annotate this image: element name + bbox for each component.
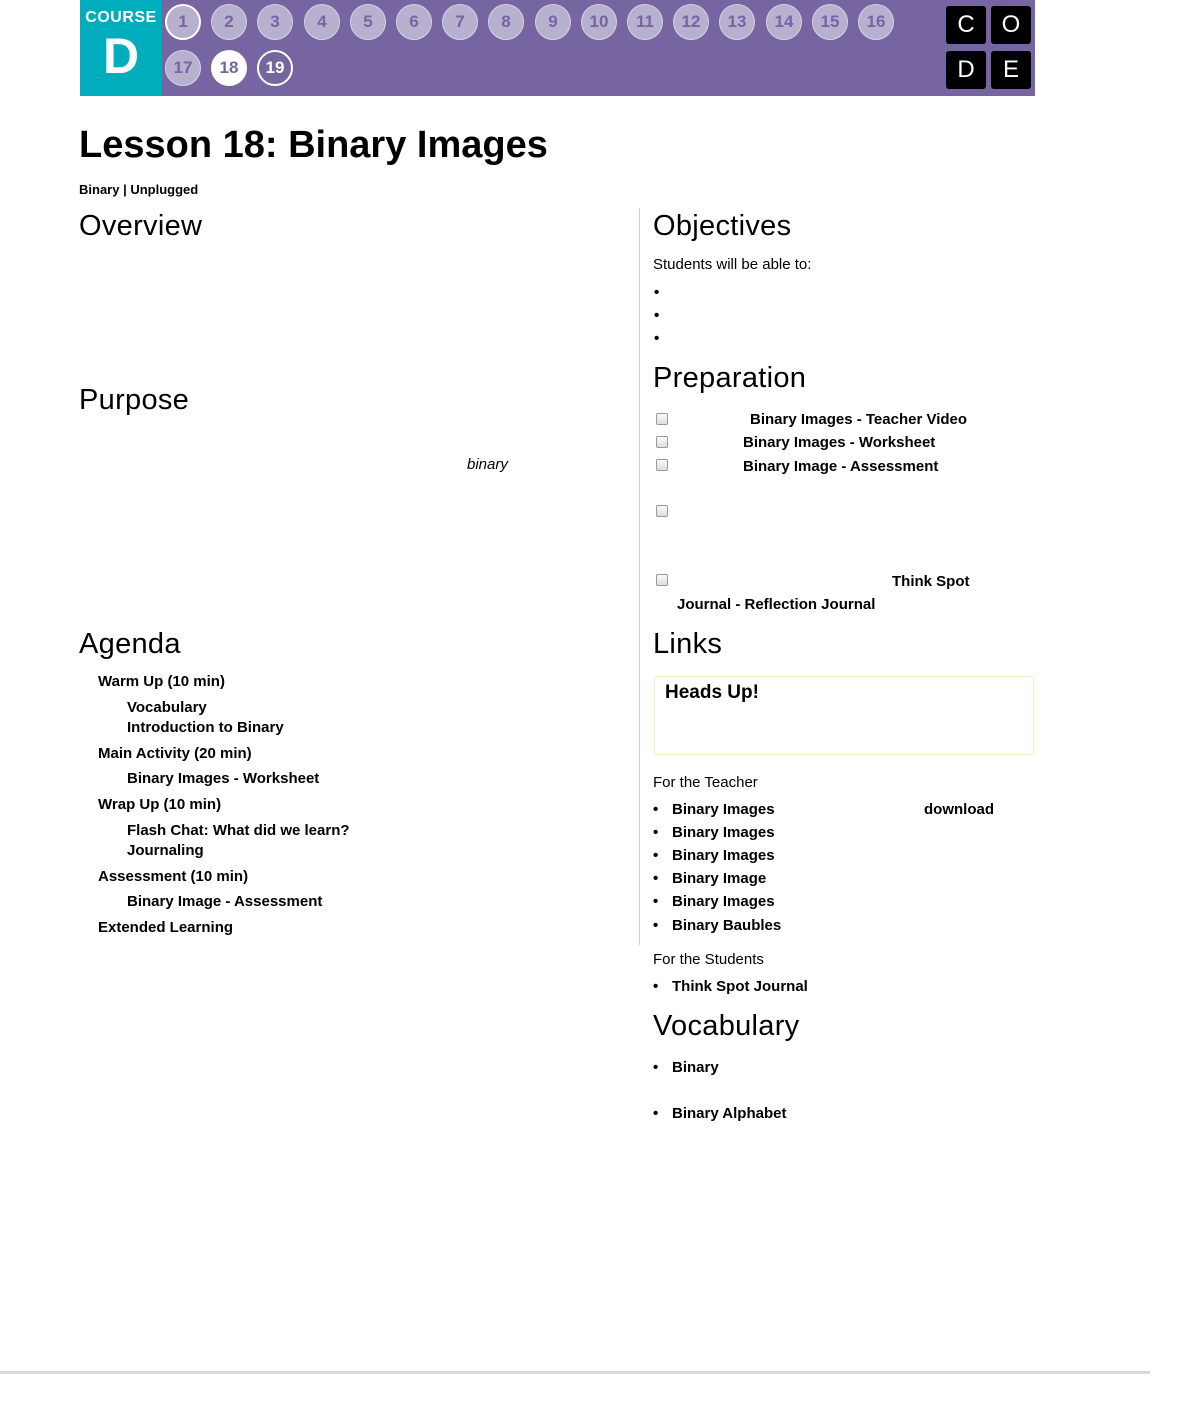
teacher-link[interactable]: • Binary Images xyxy=(672,893,775,910)
agenda-journaling-link[interactable]: Journaling xyxy=(127,842,204,859)
logo-letter-c: C xyxy=(946,6,986,44)
download-link[interactable]: download xyxy=(924,801,994,818)
lesson-12-link[interactable]: 12 xyxy=(673,4,709,40)
logo-letter-o: O xyxy=(991,6,1031,44)
agenda-intro-binary-link[interactable]: Introduction to Binary xyxy=(127,719,284,736)
teacher-link[interactable]: • Binary Images xyxy=(672,824,775,841)
objective-bullet: • xyxy=(654,284,660,301)
lesson-15-link[interactable]: 15 xyxy=(812,4,848,40)
prep-checkbox[interactable] xyxy=(656,574,668,586)
footer-divider xyxy=(0,1371,1150,1374)
student-link[interactable]: • Think Spot Journal xyxy=(672,978,808,995)
course-word: COURSE xyxy=(85,9,157,26)
lesson-2-link[interactable]: 2 xyxy=(211,4,247,40)
objectives-heading: Objectives xyxy=(653,210,792,242)
lesson-14-link[interactable]: 14 xyxy=(766,4,802,40)
agenda-flash-chat-link[interactable]: Flash Chat: What did we learn? xyxy=(127,822,350,839)
preparation-heading: Preparation xyxy=(653,362,807,394)
lesson-18-link[interactable]: 18 xyxy=(211,50,247,86)
for-students-label: For the Students xyxy=(653,951,764,968)
purpose-italic-word: binary xyxy=(467,456,508,473)
agenda-worksheet-link[interactable]: Binary Images - Worksheet xyxy=(127,770,320,787)
agenda-binary-assessment-link[interactable]: Binary Image - Assessment xyxy=(127,893,323,910)
objectives-intro: Students will be able to: xyxy=(653,256,812,273)
prep-checkbox[interactable] xyxy=(656,505,668,517)
agenda-assessment-link[interactable]: Assessment (10 min) xyxy=(98,868,249,885)
teacher-link[interactable]: • Binary Image xyxy=(672,870,766,887)
lesson-11-link[interactable]: 11 xyxy=(627,4,663,40)
teacher-link[interactable]: • Binary Images xyxy=(672,847,775,864)
objective-bullet: • xyxy=(654,307,660,324)
lesson-10-link[interactable]: 10 xyxy=(581,4,617,40)
lesson-5-link[interactable]: 5 xyxy=(350,4,386,40)
lesson-6-link[interactable]: 6 xyxy=(396,4,432,40)
prep-assessment-link[interactable]: Binary Image - Assessment xyxy=(743,458,939,475)
agenda-heading: Agenda xyxy=(79,628,181,660)
heads-up-title: Heads Up! xyxy=(665,682,759,703)
lesson-19-link[interactable]: 19 xyxy=(257,50,293,86)
lesson-3-link[interactable]: 3 xyxy=(257,4,293,40)
overview-heading: Overview xyxy=(79,210,203,242)
lesson-13-link[interactable]: 13 xyxy=(719,4,755,40)
links-heading: Links xyxy=(653,628,723,660)
prep-teacher-video-link[interactable]: Binary Images - Teacher Video xyxy=(750,411,968,428)
prep-checkbox[interactable] xyxy=(656,413,668,425)
prep-think-spot-link[interactable]: Think Spot xyxy=(892,573,970,590)
lesson-8-link[interactable]: 8 xyxy=(488,4,524,40)
agenda-extended-learning-link[interactable]: Extended Learning xyxy=(98,919,234,936)
course-letter: D xyxy=(102,28,140,84)
for-teacher-label: For the Teacher xyxy=(653,774,758,791)
vocabulary-term: • Binary xyxy=(672,1059,719,1076)
page-title: Lesson 18: Binary Images xyxy=(79,124,548,166)
agenda-vocabulary-link[interactable]: Vocabulary xyxy=(127,699,207,716)
lesson-4-link[interactable]: 4 xyxy=(304,4,340,40)
column-divider xyxy=(639,208,640,945)
course-badge xyxy=(80,0,162,96)
lesson-7-link[interactable]: 7 xyxy=(442,4,478,40)
code-logo xyxy=(946,6,1032,90)
lesson-17-link[interactable]: 17 xyxy=(165,50,201,86)
teacher-link[interactable]: • Binary Images xyxy=(672,801,775,818)
prep-checkbox[interactable] xyxy=(656,436,668,448)
course-header xyxy=(80,0,1035,96)
agenda-main-activity-link[interactable]: Main Activity (20 min) xyxy=(98,745,252,762)
prep-checkbox[interactable] xyxy=(656,459,668,471)
agenda-warm-up-link[interactable]: Warm Up (10 min) xyxy=(98,673,225,690)
objective-bullet: • xyxy=(654,330,660,347)
vocabulary-heading: Vocabulary xyxy=(653,1010,800,1042)
heads-up-box xyxy=(654,676,1034,755)
lesson-9-link[interactable]: 9 xyxy=(535,4,571,40)
logo-letter-e: E xyxy=(991,51,1031,89)
agenda-wrap-up-link[interactable]: Wrap Up (10 min) xyxy=(98,796,222,813)
lesson-tags: Binary | Unplugged xyxy=(79,182,199,197)
lesson-1-link[interactable]: 1 xyxy=(165,4,201,40)
vocabulary-term: • Binary Alphabet xyxy=(672,1105,786,1122)
logo-letter-d: D xyxy=(946,51,986,89)
prep-reflection-journal-link[interactable]: Journal - Reflection Journal xyxy=(677,596,876,613)
prep-worksheet-link[interactable]: Binary Images - Worksheet xyxy=(743,434,936,451)
purpose-heading: Purpose xyxy=(79,384,190,416)
lesson-16-link[interactable]: 16 xyxy=(858,4,894,40)
teacher-link[interactable]: • Binary Baubles xyxy=(672,917,781,934)
